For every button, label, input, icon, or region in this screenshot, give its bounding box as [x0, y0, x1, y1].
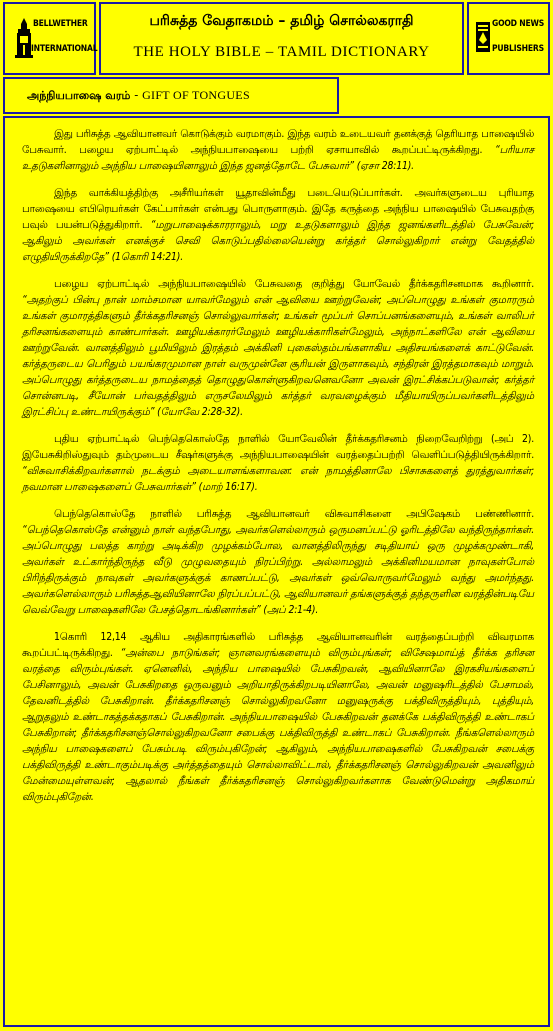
- paragraph-text: பெந்தெகொஸ்தே நாளில் பரிசுத்த ஆவியானவர் விசுவாசிகளை அபிஷேகம் பண்ணினார்.: [54, 508, 534, 520]
- title-english: THE HOLY BIBLE – TAMIL DICTIONARY: [133, 44, 430, 60]
- bellwether-logo-box: [3, 2, 96, 75]
- left-logo-line2: INTERNATIONAL: [31, 44, 98, 54]
- bellwether-logo: [5, 4, 98, 73]
- scripture-quote: “மறுபாஷைக்காரராலும், மறு உதடுகளாலும் இந்த ஜனங்களிடத்தில் பேசுவேன்; ஆகிலும் அவர்கள் எனக்குச் செவி கொடுப்பதில்லையென்று கர்த்தர் சொல்லுகிறார் என்று வேதத்தில் எழுதியிருக்கிறதே” (1கொரி 14:21).: [22, 219, 534, 263]
- paragraph-text: இந்த வாக்கியத்திற்கு அசீரியர்கள் யூதாவின்மீது படையெடுப்பார்கள். அவர்களுடைய புரியாத பாஷையை எபிரெயர்கள் கேட்பார்கள் என்பது பொருளாகும். இதே கருத்தை அந்நிய பாஷையில் பேசுவதற்கு பவுல் பயன்படுத்துகிறார்.: [22, 187, 534, 231]
- good-news-logo-box: [467, 2, 550, 75]
- dictionary-title-box: [99, 2, 464, 75]
- entry-heading: [27, 88, 250, 104]
- paragraph-text: பழைய ஏற்பாட்டில் அந்நியபாஷையில் பேசுவதை குறித்து யோவேல் தீர்க்கதரிசனமாக கூறினார்.: [54, 278, 534, 290]
- scripture-quote: “அதற்குப் பின்பு நான் மாம்சமான யாவர்மேலும் என் ஆவியை ஊற்றுவேன்; அப்பொழுது உங்கள் குமாரரும் உங்கள் குமாரத்திகளும் தீர்க்கதரிசனஞ் சொல்லுவார்கள்; உங்கள் மூப்பர் சொப்பனங்களையும், உங்கள் வாலிபர் தரிசனங்களையும் காண்பார்கள். ஊழியக்காரர்மேலும் ஊழியக்காரிகள்மேலும், அந்நாட்களிலே என் ஆவியை ஊற்றுவேன். வானத்திலும் பூமியிலும் இரத்தம் அக்கினி புகைஸ்தம்பங்களாகிய அதிசயங்களைக் காட்டுவேன். கர்த்தருடைய பெரிதும் பயங்கரமுமான நாள் வருமுன்னே சூரியன் இருளாகவும், சந்திரன் இரத்தமாகவும் மாறும். அப்பொழுது கர்த்தருடைய நாமத்தைத் தொழுதுகொள்ளுகிறவனெவனோ அவன் இரட்சிக்கப்படுவான்; கர்த்தர் சொன்னபடி, சீயோன் பர்வதத்திலும் எருசலேமிலும் கர்த்தர் வரவழைக்கும் மீதியாயிருப்பவர்களிடத்திலும் இரட்சிப்பு உண்டாயிருக்கும்” (யோவே 2:28-32).: [22, 294, 534, 418]
- book-icon: [475, 20, 491, 54]
- paragraph-1: [22, 126, 534, 174]
- entry-heading-tamil: அந்நியபாஷை வரம்: [27, 89, 131, 102]
- title-tamil: பரிசுத்த வேதாகமம் – தமிழ் சொல்லகராதி: [149, 13, 414, 29]
- paragraph-5: [22, 506, 534, 618]
- entry-heading-box: [3, 77, 339, 114]
- paragraph-text: புதிய ஏற்பாட்டில் பெந்தெகொஸ்தே நாளில் யோவேலின் தீர்க்கதரிசனம் நிறைவேறிற்று (அப் 2). இயேசுகிறிஸ்துவும் தம்முடைய சீஷர்களுக்கு அந்நியபாஷையின் வரத்தைப்பற்றி வெளிப்படுத்தியிருக்கிறார்.: [22, 433, 534, 461]
- paragraph-4: [22, 431, 534, 495]
- scripture-quote: “பரியாச உதடுகளினாலும் அந்நிய பாஷையினாலும் இந்த ஜனத்தோடே பேசுவார்” (ஏசா 28:11).: [22, 144, 534, 172]
- entry-heading-separator: -: [130, 88, 143, 102]
- paragraph-2: [22, 185, 534, 265]
- scripture-quote: “பெந்தெகொஸ்தே என்னும் நாள் வந்தபோது, அவர்களெல்லாரும் ஒருமனப்பட்டு ஓரிடத்திலே வந்திருந்தார்கள். அப்பொழுது பலத்த காற்று அடிக்கிற முழக்கம்போல, வானத்திலிருந்து சடிதியாய் ஒரு முழக்கமுண்டாகி, அவர்கள் உட்கார்ந்திருந்த வீடு முழுவதையும் நிரப்பிற்று. அல்லாமலும் அக்கினிமயமான நாவுகள்போல் பிரிந்திருக்கும் நாவுகள் அவர்களுக்குக் காணப்பட்டு, அவர்கள் ஒவ்வொருவர்மேலும் வந்து அமர்ந்தது. அவர்களெல்லாரும் பரிசுத்தஆவியினாலே நிரப்பப்பட்டு, ஆவியானவர் தங்களுக்குத் தந்தருளின வரத்தின்படியே வெவ்வேறு பாஷைகளிலே பேசத்தொடங்கினார்கள்” (அப் 2:1-4).: [22, 524, 534, 616]
- paragraph-text: 1கொரி 12,14 ஆகிய அதிகாரங்களில் பரிசுத்த ஆவியானவரின் வரத்தைப்பற்றி விவரமாக கூறப்பட்டிருக்கிறது.: [22, 631, 534, 659]
- scripture-quote: “விசுவாசிக்கிறவர்களால் நடக்கும் அடையாளங்களாவன: என் நாமத்தினாலே பிசாசுகளைத் துரத்துவார்கள்; நவமான பாஷைகளைப் பேசுவார்கள்” (மாற் 16:17).: [22, 465, 534, 493]
- entry-content: [22, 126, 534, 816]
- entry-heading-english: GIFT OF TONGUES: [142, 88, 250, 102]
- entry-content-box: [3, 116, 550, 1027]
- right-logo-line2: PUBLISHERS: [492, 44, 544, 54]
- good-news-logo: [469, 4, 548, 73]
- paragraph-6: [22, 629, 534, 805]
- paragraph-text: இது பரிசுத்த ஆவியானவர் கொடுக்கும் வரமாகும். இந்த வரம் உடையவர் தனக்குத் தெரியாத பாஷையில் பேசுவார். பழைய ஏற்பாட்டில் அந்நியபாஷையை பற்றி ஏசாயாவில் கூறப்பட்டிருக்கிறது.: [22, 128, 534, 156]
- scripture-quote: “அன்பை நாடுங்கள்; ஞானவரங்களையும் விரும்புங்கள்; விசேஷமாய்த் தீர்க்க தரிசன வரத்தை விரும்புங்கள். ஏனெனில், அந்நிய பாஷையில் பேசுகிறவன், ஆவியினாலே இரகசியங்களைப் பேசினாலும், அவன் பேசுகிறதை ஒருவனும் அறியாதிருக்கிறபடியினாலே, அவன் மனுஷரிடத்தில் பேசாமல், தேவனிடத்தில் பேசுகிறான். தீர்க்கதரிசனஞ் சொல்லுகிறவனோ மனுஷருக்கு பக்திவிருத்தியும், புத்தியும், ஆறுதலும் உண்டாகத்தக்கதாகப் பேசுகிறான். அந்நியபாஷையில் பேசுகிறவன் தனக்கே பக்திவிருத்தி உண்டாகப் பேசுகிறான்; தீர்க்கதரிசனஞ்சொல்லுகிறவனோ சபைக்கு பக்திவிருத்தி உண்டாகப் பேசுகிறான். நீங்களெல்லாரும் அந்நிய பாஷைகளைப் பேசும்படி விரும்புகிறேன்; ஆகிலும், அந்நியபாஷைகளில் பேசுகிறவன் சபைக்கு பக்திவிருத்தி உண்டாகும்படிக்கு அர்த்தத்தையும் சொல்லாவிட்டால், தீர்க்கதரிசனஞ் சொல்லுகிறவன் அவனிலும் மேன்மையுள்ளவன்; ஆதலால் நீங்கள் தீர்க்கதரிசனஞ் சொல்லுகிறவர்களாக வேண்டுமென்று அதிகமாய் விரும்புகிறேன்.: [22, 647, 534, 803]
- left-logo-line1: BELLWETHER: [33, 19, 88, 29]
- paragraph-3: [22, 276, 534, 420]
- right-logo-line1: GOOD NEWS: [492, 19, 545, 29]
